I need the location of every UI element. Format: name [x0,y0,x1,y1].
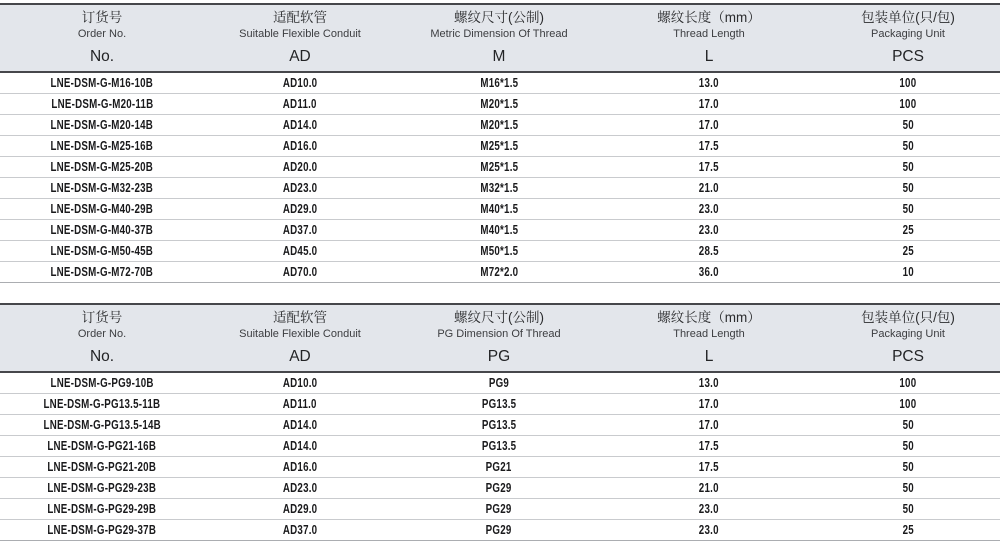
cell-value: 25 [902,244,914,258]
header-label-code: AD [289,47,311,65]
table-cell [602,376,816,390]
table-cell [396,439,602,453]
table-cell [602,139,816,153]
header-label-zh: 螺纹长度（mm） [657,309,761,325]
table-cell [602,418,816,432]
cell-value: AD29.0 [282,502,318,516]
cell-value: LNE-DSM-G-M20-11B [50,97,154,111]
cell-value: PG21 [486,460,512,474]
cell-value: AD14.0 [282,439,318,453]
table-cell [816,265,1000,279]
cell-value: 25 [902,523,914,537]
header-label-code: No. [89,347,115,365]
cell-value: 50 [902,502,914,516]
cell-value: 50 [902,460,914,474]
cell-value: PG13.5 [481,397,517,411]
table-row [0,415,1000,436]
table-cell [0,76,204,90]
table-cell [602,181,816,195]
cell-value: AD23.0 [282,181,318,195]
cell-value: 100 [899,397,917,411]
table-cell [602,244,816,258]
table-cell [816,460,1000,474]
table-cell [396,376,602,390]
table-cell [0,223,204,237]
cell-value: LNE-DSM-G-M20-14B [50,118,154,132]
cell-value: 50 [902,181,914,195]
table-cell [0,481,204,495]
table-cell [602,202,816,216]
table-cell [396,139,602,153]
table-cell [396,481,602,495]
table-cell [0,502,204,516]
table-cell [816,523,1000,537]
metric-thread-table [0,3,1000,283]
cell-value: 28.5 [699,244,719,258]
cell-value: 50 [902,160,914,174]
table-cell [396,202,602,216]
table-cell [204,202,396,216]
pg-table-body [0,373,1000,541]
cell-value: LNE-DSM-G-PG9-10B [50,376,154,390]
table-cell [396,223,602,237]
cell-value: 17.5 [699,139,719,153]
header-label-en: PG Dimension Of Thread [437,328,561,341]
table-cell [204,223,396,237]
cell-value: 23.0 [699,223,719,237]
metric-table-header [0,3,1000,73]
table-cell [396,181,602,195]
table-row [0,94,1000,115]
table-cell [204,265,396,279]
table-cell [816,202,1000,216]
table-cell [816,118,1000,132]
cell-value: M20*1.5 [480,118,518,132]
cell-value: LNE-DSM-G-PG21-20B [47,460,157,474]
header-label-zh: 订货号 [81,9,123,25]
cell-value: PG29 [486,502,512,516]
cell-value: 50 [902,202,914,216]
cell-value: LNE-DSM-G-PG29-29B [47,502,157,516]
header-label-en: Thread Length [673,328,745,341]
cell-value: AD45.0 [282,244,318,258]
cell-value: AD10.0 [282,76,318,90]
cell-value: 50 [902,481,914,495]
cell-value: 10 [902,265,914,279]
table-row [0,520,1000,541]
header-label-code: No. [89,47,115,65]
table-cell [396,265,602,279]
header-label-en: Order No. [77,28,127,41]
table-cell [204,181,396,195]
pg-thread-table [0,303,1000,541]
cell-value: LNE-DSM-G-PG21-16B [47,439,157,453]
header-label-code: PG [487,347,511,365]
table-cell [0,139,204,153]
cell-value: 100 [899,376,917,390]
cell-value: AD70.0 [282,265,318,279]
cell-value: AD14.0 [282,418,318,432]
table-cell [602,460,816,474]
cell-value: M16*1.5 [480,76,518,90]
table-cell [396,418,602,432]
cell-value: 50 [902,418,914,432]
cell-value: 17.5 [699,160,719,174]
header-label-code: L [704,347,714,365]
header-label-en: Order No. [77,328,127,341]
table-cell [602,223,816,237]
cell-value: M40*1.5 [480,202,518,216]
table-cell [602,481,816,495]
table-cell [204,244,396,258]
cell-value: AD16.0 [282,139,318,153]
table-cell [0,202,204,216]
table-cell [602,76,816,90]
cell-value: AD11.0 [283,397,317,411]
table-cell [204,376,396,390]
table-cell [816,97,1000,111]
table-row [0,157,1000,178]
header-cell-pcs [816,305,1000,371]
header-label-zh: 螺纹尺寸(公制) [454,309,544,325]
table-cell [204,481,396,495]
cell-value: M40*1.5 [480,223,518,237]
table-cell [396,502,602,516]
table-cell [816,160,1000,174]
table-cell [602,523,816,537]
cell-value: LNE-DSM-G-M40-29B [50,202,154,216]
cell-value: 50 [902,139,914,153]
cell-value: 13.0 [699,376,719,390]
table-cell [602,118,816,132]
cell-value: 21.0 [699,481,719,495]
table-cell [816,439,1000,453]
table-row [0,457,1000,478]
table-cell [396,118,602,132]
table-cell [396,244,602,258]
cell-value: LNE-DSM-G-PG13.5-14B [43,418,161,432]
header-label-code: PCS [892,47,924,65]
table-cell [0,160,204,174]
table-cell [204,139,396,153]
cell-value: LNE-DSM-G-M25-20B [50,160,154,174]
cell-value: LNE-DSM-G-M40-37B [50,223,154,237]
header-cell-ad [204,5,396,71]
table-cell [204,118,396,132]
cell-value: 23.0 [699,202,719,216]
header-label-zh: 螺纹长度（mm） [657,9,761,25]
table-row [0,199,1000,220]
table-row [0,241,1000,262]
cell-value: 21.0 [699,181,719,195]
table-row [0,115,1000,136]
cell-value: 36.0 [699,265,719,279]
table-cell [0,418,204,432]
header-label-code: L [704,47,714,65]
cell-value: 13.0 [699,76,719,90]
table-cell [816,502,1000,516]
header-label-en: Metric Dimension Of Thread [430,28,568,41]
table-cell [204,523,396,537]
table-cell [0,376,204,390]
table-row [0,178,1000,199]
cell-value: LNE-DSM-G-M25-16B [50,139,154,153]
cell-value: LNE-DSM-G-M50-45B [50,244,154,258]
table-cell [0,97,204,111]
header-label-en: Suitable Flexible Conduit [239,28,361,41]
table-cell [396,97,602,111]
table-cell [816,376,1000,390]
table-cell [0,523,204,537]
cell-value: 23.0 [699,523,719,537]
cell-value: PG9 [488,376,510,390]
table-cell [0,439,204,453]
table-cell [602,397,816,411]
cell-value: M25*1.5 [480,139,518,153]
cell-value: 17.5 [699,460,719,474]
header-label-zh: 订货号 [81,309,123,325]
header-label-en: Thread Length [673,28,745,41]
cell-value: LNE-DSM-G-M72-70B [50,265,154,279]
header-cell-ad [204,305,396,371]
header-label-code: PCS [892,347,924,365]
cell-value: M32*1.5 [480,181,518,195]
table-row [0,478,1000,499]
header-label-en: Suitable Flexible Conduit [239,328,361,341]
table-cell [396,397,602,411]
table-cell [396,76,602,90]
table-cell [204,502,396,516]
table-cell [0,265,204,279]
table-cell [816,397,1000,411]
table-cell [602,439,816,453]
cell-value: AD20.0 [282,160,318,174]
table-row [0,499,1000,520]
header-label-zh: 包装单位(只/包) [861,9,955,25]
cell-value: LNE-DSM-G-PG29-23B [47,481,157,495]
header-label-code: M [492,47,506,65]
table-cell [396,523,602,537]
table-cell [204,160,396,174]
cell-value: LNE-DSM-G-PG13.5-11B [43,397,161,411]
cell-value: AD23.0 [282,481,318,495]
table-cell [816,244,1000,258]
header-cell-pcs [816,5,1000,71]
cell-value: PG13.5 [481,439,517,453]
header-cell-m [396,5,602,71]
cell-value: LNE-DSM-G-PG29-37B [47,523,157,537]
cell-value: PG29 [486,523,512,537]
header-label-en: Packaging Unit [871,328,945,341]
cell-value: 50 [902,118,914,132]
cell-value: 23.0 [699,502,719,516]
header-cell-no [0,5,204,71]
table-cell [816,139,1000,153]
table-cell [602,97,816,111]
cell-value: M50*1.5 [480,244,518,258]
header-label-en: Packaging Unit [871,28,945,41]
table-row [0,436,1000,457]
table-row [0,73,1000,94]
table-row [0,262,1000,283]
table-cell [204,418,396,432]
table-cell [0,460,204,474]
cell-value: LNE-DSM-G-M32-23B [50,181,154,195]
table-cell [0,397,204,411]
cell-value: PG29 [486,481,512,495]
cell-value: AD11.0 [283,97,317,111]
table-cell [396,160,602,174]
cell-value: 17.0 [699,118,719,132]
cell-value: 25 [902,223,914,237]
table-cell [816,76,1000,90]
cell-value: 17.0 [699,397,719,411]
cell-value: 50 [902,439,914,453]
metric-table-body [0,73,1000,283]
pg-table-header [0,303,1000,373]
table-cell [816,481,1000,495]
table-cell [204,97,396,111]
table-cell [396,460,602,474]
table-cell [204,460,396,474]
table-cell [0,244,204,258]
table-row [0,220,1000,241]
cell-value: 100 [899,76,917,90]
table-cell [0,118,204,132]
table-cell [0,181,204,195]
table-row [0,394,1000,415]
header-label-code: AD [289,347,311,365]
cell-value: AD16.0 [282,460,318,474]
cell-value: 17.0 [699,418,719,432]
header-label-zh: 包装单位(只/包) [861,309,955,325]
cell-value: M20*1.5 [480,97,518,111]
cell-value: 17.0 [699,97,719,111]
table-cell [602,265,816,279]
cell-value: AD10.0 [282,376,318,390]
header-cell-no [0,305,204,371]
header-cell-l [602,5,816,71]
header-label-zh: 适配软管 [273,9,327,25]
cell-value: AD14.0 [282,118,318,132]
cell-value: LNE-DSM-G-M16-10B [50,76,154,90]
cell-value: AD29.0 [282,202,318,216]
header-cell-pg [396,305,602,371]
table-row [0,373,1000,394]
table-cell [204,397,396,411]
table-cell [816,181,1000,195]
header-label-zh: 适配软管 [273,309,327,325]
table-cell [602,502,816,516]
header-label-zh: 螺纹尺寸(公制) [454,9,544,25]
table-cell [602,160,816,174]
cell-value: AD37.0 [282,523,318,537]
table-cell [816,223,1000,237]
header-cell-l [602,305,816,371]
cell-value: 17.5 [699,439,719,453]
cell-value: 100 [899,97,917,111]
table-cell [816,418,1000,432]
cell-value: PG13.5 [481,418,517,432]
table-row [0,136,1000,157]
cell-value: AD37.0 [282,223,318,237]
table-cell [204,76,396,90]
table-cell [204,439,396,453]
cell-value: M25*1.5 [480,160,518,174]
cell-value: M72*2.0 [480,265,518,279]
